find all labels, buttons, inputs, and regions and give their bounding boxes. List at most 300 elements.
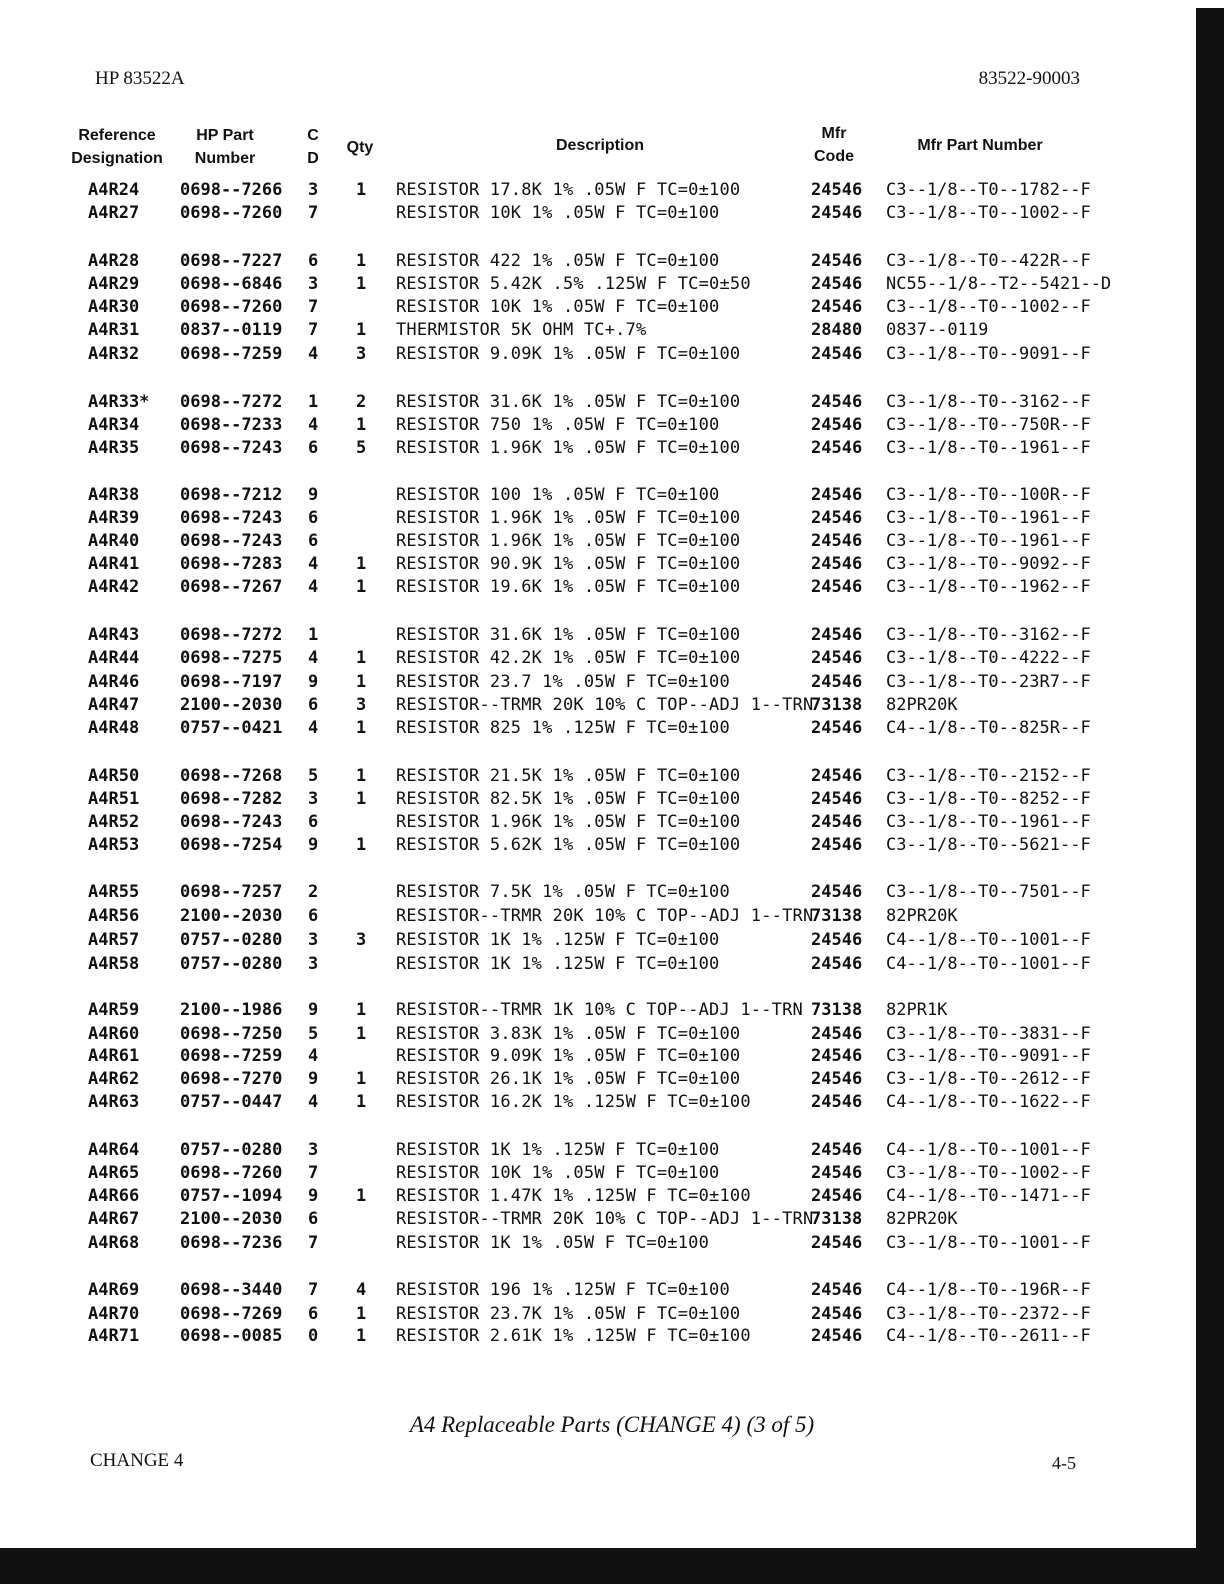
quantity: 1 [356, 1069, 367, 1089]
hp-part-number: 2100--2030 [180, 695, 283, 715]
ref-designation: A4R44 [88, 648, 140, 668]
cd-digit: 4 [308, 415, 319, 435]
table-row [0, 646, 1190, 670]
hp-part-number: 0698--7282 [180, 789, 283, 809]
table-row [0, 810, 1190, 834]
hp-part-number: 0698--7266 [180, 180, 283, 200]
table-row [0, 693, 1190, 717]
mfr-code: 24546 [811, 485, 863, 505]
ref-designation: A4R56 [88, 906, 140, 926]
table-row [0, 1022, 1190, 1046]
description: RESISTOR 23.7K 1% .05W F TC=0±100 [396, 1304, 741, 1324]
ref-designation: A4R58 [88, 954, 140, 974]
mfr-part-number: C4--1/8--T0--1001--F [886, 1140, 1091, 1160]
mfr-code: 28480 [811, 320, 863, 340]
hp-part-number: 0698--3440 [180, 1280, 283, 1300]
ref-designation: A4R60 [88, 1024, 140, 1044]
ref-designation: A4R67 [88, 1209, 140, 1229]
hp-part-number: 2100--2030 [180, 906, 283, 926]
ref-designation: A4R31 [88, 320, 140, 340]
mfr-part-number: C3--1/8--T0--422R--F [886, 251, 1091, 271]
mfr-part-number: NC55--1/8--T2--5421--D [886, 274, 1112, 294]
hp-part-number: 0698--0085 [180, 1326, 283, 1346]
mfr-code: 24546 [811, 251, 863, 271]
quantity: 1 [356, 1186, 367, 1206]
mfr-part-number: C3--1/8--T0--9091--F [886, 344, 1091, 364]
col-head-hp-part-line2: Number [194, 150, 256, 167]
table-row [0, 1184, 1190, 1208]
ref-designation: A4R48 [88, 718, 140, 738]
mfr-part-number: C3--1/8--T0--1782--F [886, 180, 1091, 200]
mfr-code: 24546 [811, 930, 863, 950]
cd-digit: 2 [308, 882, 319, 902]
ref-designation: A4R64 [88, 1140, 140, 1160]
quantity: 1 [356, 554, 367, 574]
cd-digit: 3 [308, 180, 319, 200]
description: RESISTOR 5.42K .5% .125W F TC=0±50 [396, 274, 751, 294]
description: RESISTOR 17.8K 1% .05W F TC=0±100 [396, 180, 741, 200]
scan-border-bottom [0, 1548, 1224, 1584]
description: RESISTOR 23.7 1% .05W F TC=0±100 [396, 672, 730, 692]
table-row [0, 1324, 1190, 1348]
quantity: 1 [356, 251, 367, 271]
mfr-code: 24546 [811, 297, 863, 317]
cd-digit: 9 [308, 672, 319, 692]
mfr-code: 24546 [811, 1024, 863, 1044]
mfr-code: 24546 [811, 531, 863, 551]
table-row [0, 272, 1190, 296]
cd-digit: 6 [308, 508, 319, 528]
hp-part-number: 0698--7259 [180, 344, 283, 364]
hp-part-number: 0698--7254 [180, 835, 283, 855]
cd-digit: 7 [308, 1233, 319, 1253]
cd-digit: 6 [308, 438, 319, 458]
cd-digit: 9 [308, 485, 319, 505]
description: RESISTOR 31.6K 1% .05W F TC=0±100 [396, 625, 741, 645]
cd-digit: 6 [308, 251, 319, 271]
col-head-mfr-code-line1: Mfr [821, 125, 847, 142]
quantity: 4 [356, 1280, 367, 1300]
hp-part-number: 0837--0119 [180, 320, 283, 340]
mfr-part-number: C3--1/8--T0--4222--F [886, 648, 1091, 668]
description: RESISTOR 82.5K 1% .05W F TC=0±100 [396, 789, 741, 809]
mfr-part-number: 0837--0119 [886, 320, 989, 340]
table-row [0, 552, 1190, 576]
description: RESISTOR 1.96K 1% .05W F TC=0±100 [396, 438, 741, 458]
cd-digit: 4 [308, 648, 319, 668]
hp-part-number: 0698--7233 [180, 415, 283, 435]
mfr-code: 24546 [811, 835, 863, 855]
mfr-part-number: C3--1/8--T0--1002--F [886, 1163, 1091, 1183]
mfr-code: 24546 [811, 812, 863, 832]
col-head-hp-part-line1: HP Part [196, 127, 254, 144]
quantity: 1 [356, 1326, 367, 1346]
description: RESISTOR 422 1% .05W F TC=0±100 [396, 251, 720, 271]
table-row [0, 436, 1190, 460]
mfr-code: 24546 [811, 274, 863, 294]
ref-designation: A4R39 [88, 508, 140, 528]
description: RESISTOR 825 1% .125W F TC=0±100 [396, 718, 730, 738]
table-row [0, 1138, 1190, 1162]
mfr-code: 24546 [811, 438, 863, 458]
description: RESISTOR 10K 1% .05W F TC=0±100 [396, 203, 720, 223]
quantity: 3 [356, 695, 367, 715]
table-row [0, 1044, 1190, 1068]
ref-designation: A4R50 [88, 766, 140, 786]
quantity: 1 [356, 766, 367, 786]
hp-part-number: 0698--7243 [180, 812, 283, 832]
mfr-part-number: 82PR20K [886, 906, 958, 926]
cd-digit: 6 [308, 1304, 319, 1324]
mfr-code: 73138 [811, 1000, 863, 1020]
mfr-code: 24546 [811, 718, 863, 738]
hp-part-number: 0698--7275 [180, 648, 283, 668]
description: RESISTOR--TRMR 20K 10% C TOP--ADJ 1--TRN [396, 906, 814, 926]
mfr-part-number: C4--1/8--T0--1001--F [886, 930, 1091, 950]
mfr-part-number: C3--1/8--T0--23R7--F [886, 672, 1091, 692]
col-head-reference-line2: Designation [71, 150, 163, 167]
description: RESISTOR 750 1% .05W F TC=0±100 [396, 415, 720, 435]
ref-designation: A4R27 [88, 203, 140, 223]
mfr-code: 24546 [811, 203, 863, 223]
hp-part-number: 0757--0280 [180, 1140, 283, 1160]
table-row [0, 952, 1190, 976]
cd-digit: 3 [308, 789, 319, 809]
cd-digit: 6 [308, 812, 319, 832]
mfr-part-number: C3--1/8--T0--2152--F [886, 766, 1091, 786]
hp-part-number: 0757--1094 [180, 1186, 283, 1206]
hp-part-number: 0698--7268 [180, 766, 283, 786]
mfr-part-number: 82PR20K [886, 1209, 958, 1229]
hp-part-number: 0698--6846 [180, 274, 283, 294]
quantity: 1 [356, 718, 367, 738]
mfr-part-number: C3--1/8--T0--1961--F [886, 531, 1091, 551]
hp-part-number: 0698--7212 [180, 485, 283, 505]
hp-part-number: 2100--1986 [180, 1000, 283, 1020]
col-head-cd-line1: C [307, 127, 319, 144]
table-row [0, 249, 1190, 273]
quantity: 1 [356, 648, 367, 668]
hp-part-number: 0698--7236 [180, 1233, 283, 1253]
cd-digit: 7 [308, 297, 319, 317]
ref-designation: A4R66 [88, 1186, 140, 1206]
quantity: 1 [356, 672, 367, 692]
hp-part-number: 0698--7257 [180, 882, 283, 902]
mfr-part-number: C3--1/8--T0--1001--F [886, 1233, 1091, 1253]
mfr-part-number: C4--1/8--T0--825R--F [886, 718, 1091, 738]
ref-designation: A4R40 [88, 531, 140, 551]
hp-part-number: 0698--7272 [180, 625, 283, 645]
mfr-code: 24546 [811, 180, 863, 200]
quantity: 3 [356, 930, 367, 950]
quantity: 1 [356, 1000, 367, 1020]
mfr-part-number: C3--1/8--T0--8252--F [886, 789, 1091, 809]
quantity: 2 [356, 392, 367, 412]
col-head-mfr-part: Mfr Part Number [917, 137, 1043, 154]
table-row [0, 318, 1190, 342]
mfr-part-number: C3--1/8--T0--1002--F [886, 297, 1091, 317]
description: THERMISTOR 5K OHM TC+.7% [396, 320, 647, 340]
description: RESISTOR 3.83K 1% .05W F TC=0±100 [396, 1024, 741, 1044]
mfr-code: 24546 [811, 1092, 863, 1112]
description: RESISTOR--TRMR 20K 10% C TOP--ADJ 1--TRN [396, 695, 814, 715]
description: RESISTOR 1.47K 1% .125W F TC=0±100 [396, 1186, 751, 1206]
hp-part-number: 0698--7197 [180, 672, 283, 692]
table-row [0, 483, 1190, 507]
mfr-code: 24546 [811, 577, 863, 597]
mfr-code: 24546 [811, 1326, 863, 1346]
cd-digit: 6 [308, 1209, 319, 1229]
mfr-part-number: C3--1/8--T0--1961--F [886, 508, 1091, 528]
cd-digit: 9 [308, 1000, 319, 1020]
description: RESISTOR 5.62K 1% .05W F TC=0±100 [396, 835, 741, 855]
description: RESISTOR 19.6K 1% .05W F TC=0±100 [396, 577, 741, 597]
ref-designation: A4R43 [88, 625, 140, 645]
mfr-part-number: C3--1/8--T0--3831--F [886, 1024, 1091, 1044]
ref-designation: A4R52 [88, 812, 140, 832]
ref-designation: A4R68 [88, 1233, 140, 1253]
table-row [0, 178, 1190, 202]
hp-part-number: 0698--7283 [180, 554, 283, 574]
ref-designation: A4R59 [88, 1000, 140, 1020]
mfr-part-number: C3--1/8--T0--1002--F [886, 203, 1091, 223]
mfr-code: 24546 [811, 415, 863, 435]
quantity: 1 [356, 180, 367, 200]
table-row [0, 342, 1190, 366]
mfr-part-number: C3--1/8--T0--750R--F [886, 415, 1091, 435]
description: RESISTOR 90.9K 1% .05W F TC=0±100 [396, 554, 741, 574]
mfr-code: 24546 [811, 1280, 863, 1300]
quantity: 1 [356, 1092, 367, 1112]
hp-part-number: 0698--7260 [180, 1163, 283, 1183]
quantity: 1 [356, 415, 367, 435]
table-row [0, 295, 1190, 319]
hp-part-number: 0757--0421 [180, 718, 283, 738]
quantity: 1 [356, 1304, 367, 1324]
hp-part-number: 0698--7259 [180, 1046, 283, 1066]
cd-digit: 6 [308, 906, 319, 926]
mfr-code: 24546 [811, 508, 863, 528]
mfr-part-number: C3--1/8--T0--2612--F [886, 1069, 1091, 1089]
ref-designation: A4R62 [88, 1069, 140, 1089]
hp-part-number: 0698--7267 [180, 577, 283, 597]
hp-part-number: 0698--7272 [180, 392, 283, 412]
cd-digit: 5 [308, 766, 319, 786]
cd-digit: 3 [308, 930, 319, 950]
mfr-code: 24546 [811, 554, 863, 574]
cd-digit: 4 [308, 577, 319, 597]
ref-designation: A4R28 [88, 251, 140, 271]
mfr-part-number: C4--1/8--T0--196R--F [886, 1280, 1091, 1300]
cd-digit: 6 [308, 695, 319, 715]
cd-digit: 4 [308, 554, 319, 574]
description: RESISTOR 10K 1% .05W F TC=0±100 [396, 1163, 720, 1183]
cd-digit: 4 [308, 718, 319, 738]
mfr-code: 24546 [811, 1233, 863, 1253]
table-row [0, 1302, 1190, 1326]
ref-designation: A4R57 [88, 930, 140, 950]
cd-digit: 1 [308, 392, 319, 412]
description: RESISTOR 1K 1% .125W F TC=0±100 [396, 954, 720, 974]
ref-designation: A4R53 [88, 835, 140, 855]
table-row [0, 1231, 1190, 1255]
mfr-part-number: C4--1/8--T0--2611--F [886, 1326, 1091, 1346]
document-number: 83522-90003 [978, 68, 1080, 89]
table-row [0, 413, 1190, 437]
table-row [0, 390, 1190, 414]
col-head-mfr-code-line2: Code [814, 148, 854, 165]
table-row [0, 716, 1190, 740]
table-row [0, 201, 1190, 225]
description: RESISTOR--TRMR 20K 10% C TOP--ADJ 1--TRN [396, 1209, 814, 1229]
mfr-part-number: C3--1/8--T0--9091--F [886, 1046, 1091, 1066]
mfr-code: 24546 [811, 1046, 863, 1066]
description: RESISTOR 42.2K 1% .05W F TC=0±100 [396, 648, 741, 668]
mfr-code: 73138 [811, 695, 863, 715]
mfr-part-number: 82PR1K [886, 1000, 948, 1020]
hp-part-number: 0698--7269 [180, 1304, 283, 1324]
mfr-part-number: C3--1/8--T0--3162--F [886, 625, 1091, 645]
ref-designation: A4R33* [88, 392, 150, 412]
hp-part-number: 2100--2030 [180, 1209, 283, 1229]
ref-designation: A4R70 [88, 1304, 140, 1324]
page-caption: A4 Replaceable Parts (CHANGE 4) (3 of 5) [409, 1412, 815, 1437]
description: RESISTOR 9.09K 1% .05W F TC=0±100 [396, 1046, 741, 1066]
cd-digit: 1 [308, 625, 319, 645]
table-row [0, 623, 1190, 647]
model-number: HP 83522A [95, 68, 185, 89]
mfr-part-number: C4--1/8--T0--1622--F [886, 1092, 1091, 1112]
quantity: 1 [356, 320, 367, 340]
mfr-part-number: C4--1/8--T0--1471--F [886, 1186, 1091, 1206]
quantity: 1 [356, 1024, 367, 1044]
ref-designation: A4R51 [88, 789, 140, 809]
hp-part-number: 0757--0280 [180, 954, 283, 974]
hp-part-number: 0757--0447 [180, 1092, 283, 1112]
cd-digit: 3 [308, 954, 319, 974]
change-label: CHANGE 4 [90, 1450, 184, 1471]
ref-designation: A4R47 [88, 695, 140, 715]
table-row [0, 764, 1190, 788]
table-row [0, 670, 1190, 694]
ref-designation: A4R24 [88, 180, 140, 200]
table-row [0, 506, 1190, 530]
cd-digit: 7 [308, 320, 319, 340]
ref-designation: A4R55 [88, 882, 140, 902]
description: RESISTOR 2.61K 1% .125W F TC=0±100 [396, 1326, 751, 1346]
quantity: 3 [356, 344, 367, 364]
description: RESISTOR 1.96K 1% .05W F TC=0±100 [396, 812, 741, 832]
mfr-code: 24546 [811, 882, 863, 902]
table-row [0, 880, 1190, 904]
table-row [0, 833, 1190, 857]
cd-digit: 7 [308, 203, 319, 223]
mfr-code: 24546 [811, 954, 863, 974]
description: RESISTOR 9.09K 1% .05W F TC=0±100 [396, 344, 741, 364]
cd-digit: 6 [308, 531, 319, 551]
mfr-part-number: C3--1/8--T0--7501--F [886, 882, 1091, 902]
table-row [0, 998, 1190, 1022]
cd-digit: 9 [308, 1186, 319, 1206]
mfr-code: 24546 [811, 625, 863, 645]
mfr-part-number: C3--1/8--T0--9092--F [886, 554, 1091, 574]
hp-part-number: 0698--7260 [180, 297, 283, 317]
description: RESISTOR--TRMR 1K 10% C TOP--ADJ 1--TRN [396, 1000, 803, 1020]
mfr-code: 24546 [811, 392, 863, 412]
mfr-part-number: C3--1/8--T0--1961--F [886, 438, 1091, 458]
description: RESISTOR 100 1% .05W F TC=0±100 [396, 485, 720, 505]
page-number: 4-5 [1052, 1453, 1076, 1473]
col-head-reference-line1: Reference [78, 127, 156, 144]
ref-designation: A4R71 [88, 1326, 140, 1346]
hp-part-number: 0698--7227 [180, 251, 283, 271]
mfr-code: 24546 [811, 1304, 863, 1324]
table-row [0, 1161, 1190, 1185]
table-row [0, 1090, 1190, 1114]
mfr-part-number: C3--1/8--T0--100R--F [886, 485, 1091, 505]
col-head-cd-line2: D [307, 150, 319, 167]
mfr-part-number: C3--1/8--T0--1961--F [886, 812, 1091, 832]
ref-designation: A4R30 [88, 297, 140, 317]
mfr-part-number: 82PR20K [886, 695, 958, 715]
cd-digit: 3 [308, 1140, 319, 1160]
quantity: 1 [356, 835, 367, 855]
mfr-part-number: C3--1/8--T0--2372--F [886, 1304, 1091, 1324]
description: RESISTOR 16.2K 1% .125W F TC=0±100 [396, 1092, 751, 1112]
description: RESISTOR 26.1K 1% .05W F TC=0±100 [396, 1069, 741, 1089]
ref-designation: A4R46 [88, 672, 140, 692]
hp-part-number: 0698--7270 [180, 1069, 283, 1089]
cd-digit: 7 [308, 1280, 319, 1300]
description: RESISTOR 196 1% .125W F TC=0±100 [396, 1280, 730, 1300]
mfr-code: 24546 [811, 648, 863, 668]
description: RESISTOR 1.96K 1% .05W F TC=0±100 [396, 531, 741, 551]
ref-designation: A4R29 [88, 274, 140, 294]
description: RESISTOR 31.6K 1% .05W F TC=0±100 [396, 392, 741, 412]
hp-part-number: 0698--7260 [180, 203, 283, 223]
ref-designation: A4R61 [88, 1046, 140, 1066]
mfr-code: 24546 [811, 1140, 863, 1160]
ref-designation: A4R69 [88, 1280, 140, 1300]
ref-designation: A4R65 [88, 1163, 140, 1183]
hp-part-number: 0698--7250 [180, 1024, 283, 1044]
quantity: 5 [356, 438, 367, 458]
mfr-code: 24546 [811, 672, 863, 692]
ref-designation: A4R63 [88, 1092, 140, 1112]
ref-designation: A4R41 [88, 554, 140, 574]
table-row [0, 1278, 1190, 1302]
hp-part-number: 0757--0280 [180, 930, 283, 950]
table-row [0, 904, 1190, 928]
ref-designation: A4R34 [88, 415, 140, 435]
cd-digit: 4 [308, 344, 319, 364]
quantity: 1 [356, 789, 367, 809]
description: RESISTOR 7.5K 1% .05W F TC=0±100 [396, 882, 730, 902]
mfr-part-number: C3--1/8--T0--3162--F [886, 392, 1091, 412]
mfr-code: 24546 [811, 1069, 863, 1089]
cd-digit: 7 [308, 1163, 319, 1183]
table-row [0, 787, 1190, 811]
description: RESISTOR 10K 1% .05W F TC=0±100 [396, 297, 720, 317]
description: RESISTOR 1K 1% .05W F TC=0±100 [396, 1233, 710, 1253]
hp-part-number: 0698--7243 [180, 508, 283, 528]
mfr-code: 24546 [811, 1186, 863, 1206]
mfr-part-number: C3--1/8--T0--1962--F [886, 577, 1091, 597]
col-head-description: Description [555, 137, 644, 154]
description: RESISTOR 1K 1% .125W F TC=0±100 [396, 1140, 720, 1160]
ref-designation: A4R42 [88, 577, 140, 597]
col-head-qty: Qty [346, 139, 374, 156]
